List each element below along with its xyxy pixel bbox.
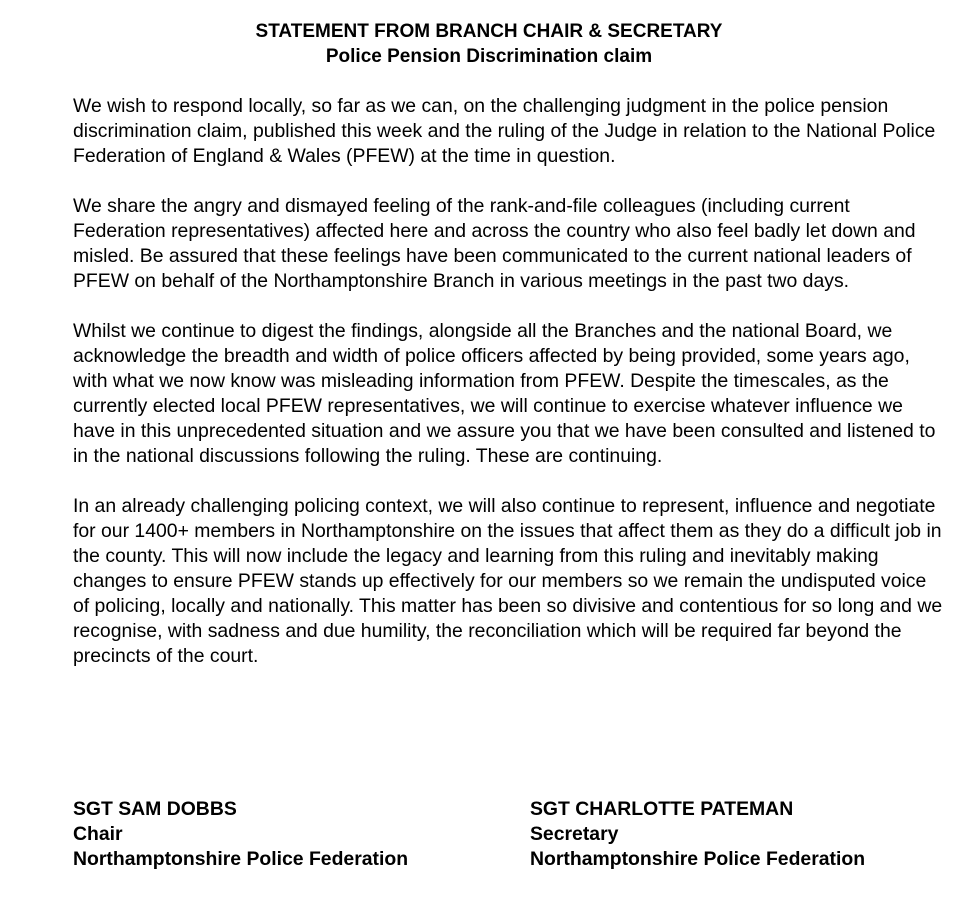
signatory-name: SGT CHARLOTTE PATEMAN xyxy=(530,798,794,820)
paragraph-3: Whilst we continue to digest the findings, alongside all the Branches and the national Board, we acknowledge the breadth and width of police officers affected by being provided, some years ago, with what we now know was misleading information from PFEW. Despite the timescales, as the currently elected local PFEW representatives, we will continue to exercise whatever influence we have in this unprecedented situation and we assure you that we have been consulted and listened to in the national discussions following the ruling. These are continuing. xyxy=(73,320,936,467)
document-header xyxy=(0,19,978,69)
signatory-role: Chair xyxy=(73,823,123,845)
paragraph-1: We wish to respond locally, so far as we can, on the challenging judgment in the police pension discrimination claim, published this week and the ruling of the Judge in relation to the National Police Federation of England & Wales (PFEW) at the time in question. xyxy=(73,95,936,167)
signature-chair xyxy=(73,797,408,872)
statement-body xyxy=(73,94,943,694)
signature-secretary xyxy=(530,797,865,872)
signatory-org: Northamptonshire Police Federation xyxy=(73,848,409,870)
signatory-name: SGT SAM DOBBS xyxy=(73,798,237,820)
document-subtitle: Police Pension Discrimination claim xyxy=(325,46,653,67)
paragraph-4: In an already challenging policing context, we will also continue to represent, influence and negotiate for our 1400+ members in Northamptonshire on the issues that affect them as they do a difficult job in the county. This will now include the legacy and learning from this ruling and inevitably making changes to ensure PFEW stands up effectively for our members so we remain the undisputed voice of policing, locally and nationally. This matter has been so divisive and contentious for so long and we recognise, with sadness and due humility, the reconciliation which will be required far beyond the precincts of the court. xyxy=(73,495,943,667)
signatory-org: Northamptonshire Police Federation xyxy=(530,848,866,870)
document-title: STATEMENT FROM BRANCH CHAIR & SECRETARY xyxy=(255,21,723,42)
signatory-role: Secretary xyxy=(530,823,619,845)
paragraph-2: We share the angry and dismayed feeling of the rank-and-file colleagues (including current Federation representatives) affected here and across the country who also feel badly let down and misled. Be assured that these feelings have been communicated to the current national leaders of PFEW on behalf of the Northamptonshire Branch in various meetings in the past two days. xyxy=(73,195,916,292)
